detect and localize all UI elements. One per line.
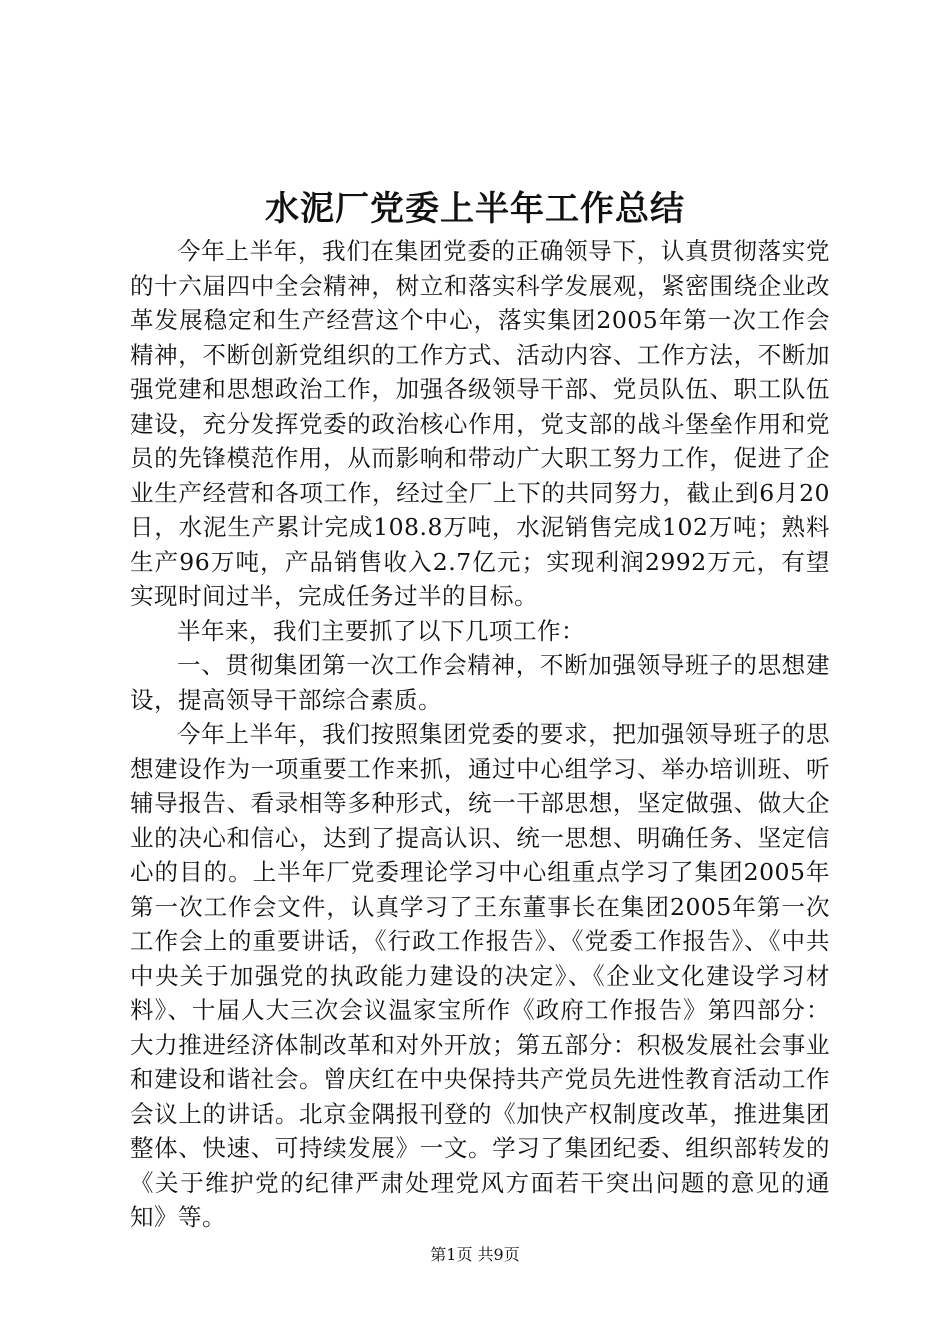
page-number: 第1页 共9页	[430, 1245, 520, 1264]
page-footer	[0, 1244, 950, 1266]
document-body	[130, 234, 830, 1235]
section-heading-1: 一、贯彻集团第一次工作会精神，不断加强领导班子的思想建设，提高领导干部综合素质。	[130, 651, 830, 714]
paragraph-section-1: 今年上半年，我们按照集团党委的要求，把加强领导班子的思想建设作为一项重要工作来抓，通过中心组学习、举办培训班、听辅导报告、看录相等多种形式，统一干部思想，坚定做强、做大企业的决心和信心，达到了提高认识、统一思想、明确任务、坚定信心的目的。上半年厂党委理论学习中心组重点学习了集团2005年第一次工作会文件，认真学习了王东董事长在集团2005年第一次工作会上的重要讲话，《行政工作报告》、《党委工作报告》、《中共中央关于加强党的执政能力建设的决定》、《企业文化建设学习材料》、十届人大三次会议温家宝所作《政府工作报告》第四部分：大力推进经济体制改革和对外开放；第五部分：积极发展社会事业和建设和谐社会。曾庆红在中央保持共产党员先进性教育活动工作会议上的讲话。北京金隅报刊登的《加快产权制度改革，推进集团整体、快速、可持续发展》一文。学习了集团纪委、组织部转发的《关于维护党的纪律严肃处理党风方面若干突出问题的意见的通知》等。	[130, 720, 830, 1231]
document-title: 水泥厂党委上半年工作总结	[265, 189, 685, 229]
paragraph-summary-lead: 半年来，我们主要抓了以下几项工作：	[177, 616, 585, 645]
paragraph-intro: 今年上半年，我们在集团党委的正确领导下，认真贯彻落实党的十六届四中全会精神，树立和落实科学发展观，紧密围绕企业改革发展稳定和生产经营这个中心，落实集团2005年第一次工作会精神，不断创新党组织的工作方式、活动内容、工作方法，不断加强党建和思想政治工作，加强各级领导干部、党员队伍、职工队伍建设，充分发挥党委的政治核心作用，党支部的战斗堡垒作用和党员的先锋模范作用，从而影响和带动广大职工努力工作，促进了企业生产经营和各项工作，经过全厂上下的共同努力，截止到6月20日，水泥生产累计完成108.8万吨，水泥销售完成102万吨；熟料生产96万吨，产品销售收入2.7亿元；实现利润2992万元，有望实现时间过半，完成任务过半的目标。	[130, 237, 830, 610]
